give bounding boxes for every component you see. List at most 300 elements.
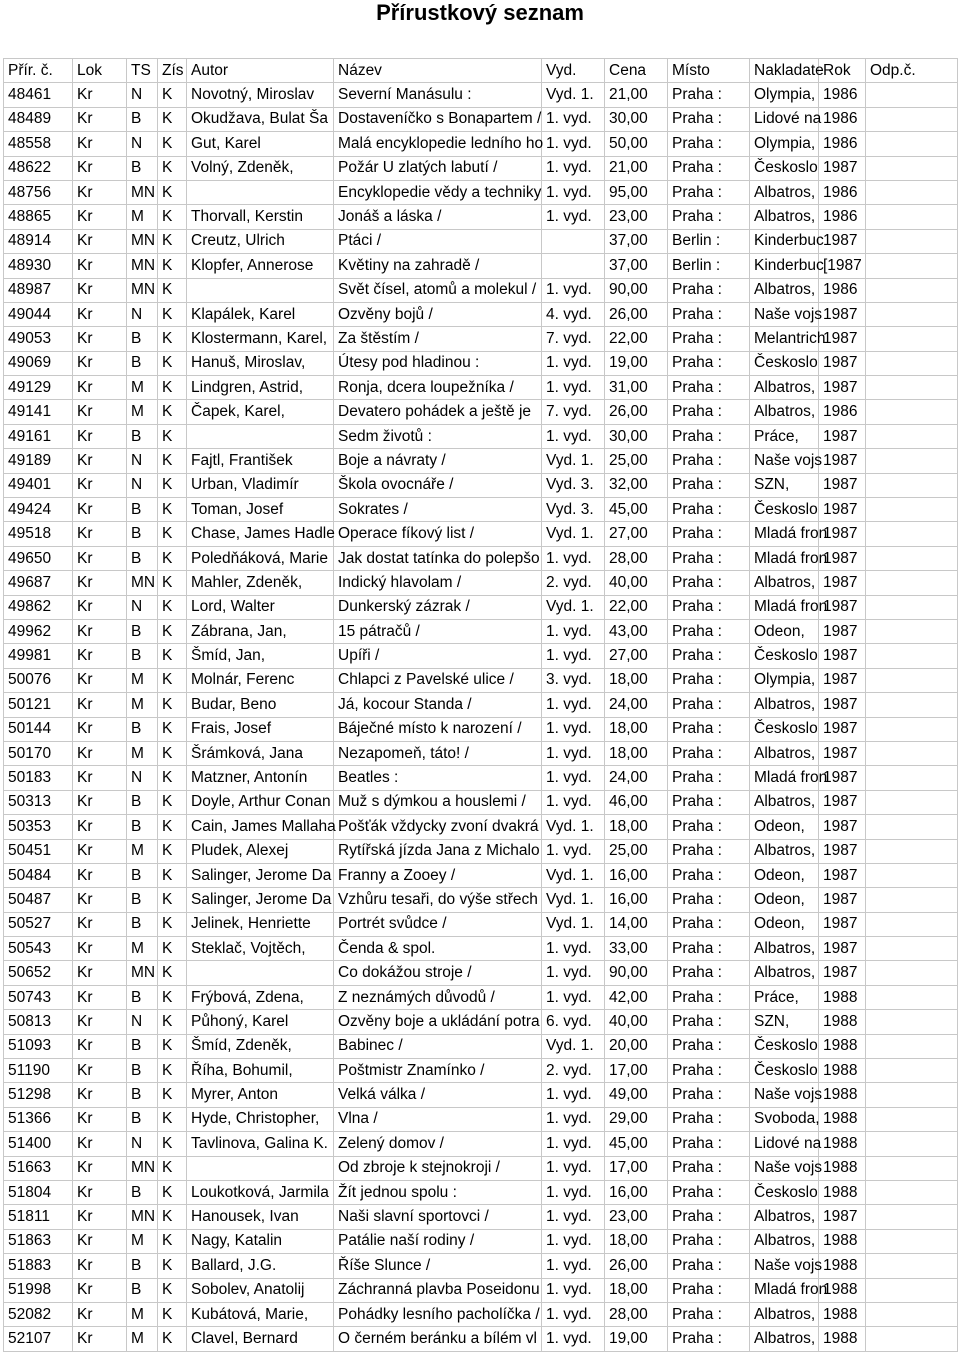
cell-year: 1987 <box>819 302 866 326</box>
cell-year: 1987 <box>819 693 866 717</box>
cell-book-title: Báječné místo k narození / <box>334 717 542 741</box>
cell-location: Kr <box>73 229 127 253</box>
cell-book-title: Co dokážou stroje / <box>334 961 542 985</box>
cell-location: Kr <box>73 327 127 351</box>
cell-publisher: Českoslo <box>750 1180 819 1204</box>
cell-location: Kr <box>73 815 127 839</box>
cell-publisher: Svoboda, <box>750 1107 819 1131</box>
cell-author: Cain, James Mallaha <box>187 815 334 839</box>
cell-acquisition: K <box>158 766 187 790</box>
cell-type: B <box>127 546 158 570</box>
cell-acquisition: K <box>158 327 187 351</box>
cell-edition: Vyd. 1. <box>542 815 605 839</box>
cell-place: Praha : <box>668 180 750 204</box>
cell-acquisition: K <box>158 254 187 278</box>
cell-withdrawal-number <box>866 1156 958 1180</box>
cell-location: Kr <box>73 937 127 961</box>
header-row <box>4 59 958 83</box>
cell-type: N <box>127 1010 158 1034</box>
cell-place: Praha : <box>668 815 750 839</box>
cell-location: Kr <box>73 424 127 448</box>
column-header-publisher: Nakladate <box>750 59 819 83</box>
cell-acquisition: K <box>158 1302 187 1326</box>
cell-place: Praha : <box>668 205 750 229</box>
cell-place: Praha : <box>668 961 750 985</box>
table-row <box>4 961 958 985</box>
cell-book-title: Chlapci z Pavelské ulice / <box>334 668 542 692</box>
cell-book-title: Z neznámých důvodů / <box>334 985 542 1009</box>
cell-type: M <box>127 668 158 692</box>
cell-withdrawal-number <box>866 473 958 497</box>
cell-publisher: Olympia, <box>750 668 819 692</box>
cell-edition: 1. vyd. <box>542 205 605 229</box>
cell-edition: 7. vyd. <box>542 400 605 424</box>
cell-year: 1987 <box>819 595 866 619</box>
cell-price: 37,00 <box>605 254 668 278</box>
cell-location: Kr <box>73 741 127 765</box>
cell-price: 37,00 <box>605 229 668 253</box>
cell-accession-number: 49401 <box>4 473 73 497</box>
cell-edition: 3. vyd. <box>542 668 605 692</box>
cell-place: Praha : <box>668 1302 750 1326</box>
cell-type: M <box>127 937 158 961</box>
cell-type: M <box>127 1302 158 1326</box>
cell-acquisition: K <box>158 1205 187 1229</box>
cell-author: Frais, Josef <box>187 717 334 741</box>
cell-type: MN <box>127 180 158 204</box>
table-row <box>4 205 958 229</box>
cell-location: Kr <box>73 1083 127 1107</box>
cell-type: MN <box>127 254 158 278</box>
cell-accession-number: 51883 <box>4 1254 73 1278</box>
cell-type: B <box>127 498 158 522</box>
cell-price: 45,00 <box>605 1132 668 1156</box>
cell-author: Tavlinova, Galina K. <box>187 1132 334 1156</box>
cell-accession-number: 48987 <box>4 278 73 302</box>
cell-author: Okudžava, Bulat Ša <box>187 107 334 131</box>
cell-year: 1987 <box>819 961 866 985</box>
table-row <box>4 1010 958 1034</box>
cell-book-title: Malá encyklopedie ledního ho <box>334 132 542 156</box>
cell-book-title: Svět čísel, atomů a molekul / <box>334 278 542 302</box>
cell-type: B <box>127 1083 158 1107</box>
cell-year: 1987 <box>819 717 866 741</box>
cell-withdrawal-number <box>866 668 958 692</box>
cell-book-title: Jak dostat tatínka do polepšo <box>334 546 542 570</box>
cell-location: Kr <box>73 668 127 692</box>
cell-price: 45,00 <box>605 498 668 522</box>
cell-author: Volný, Zdeněk, <box>187 156 334 180</box>
cell-edition: 1. vyd. <box>542 937 605 961</box>
cell-place: Praha : <box>668 83 750 107</box>
cell-accession-number: 49650 <box>4 546 73 570</box>
cell-edition <box>542 254 605 278</box>
cell-location: Kr <box>73 1156 127 1180</box>
cell-author: Ballard, J.G. <box>187 1254 334 1278</box>
cell-location: Kr <box>73 132 127 156</box>
cell-withdrawal-number <box>866 839 958 863</box>
cell-author: Půhoný, Karel <box>187 1010 334 1034</box>
cell-acquisition: K <box>158 180 187 204</box>
cell-edition: 1. vyd. <box>542 351 605 375</box>
cell-price: 19,00 <box>605 351 668 375</box>
cell-acquisition: K <box>158 595 187 619</box>
cell-type: N <box>127 766 158 790</box>
cell-year: 1987 <box>819 912 866 936</box>
cell-type: B <box>127 790 158 814</box>
cell-book-title: Zelený domov / <box>334 1132 542 1156</box>
table-row <box>4 619 958 643</box>
cell-location: Kr <box>73 863 127 887</box>
cell-place: Praha : <box>668 693 750 717</box>
cell-year: 1986 <box>819 180 866 204</box>
cell-acquisition: K <box>158 449 187 473</box>
cell-author: Pludek, Alexej <box>187 839 334 863</box>
cell-acquisition: K <box>158 132 187 156</box>
cell-type: M <box>127 1327 158 1351</box>
cell-publisher: Olympia, <box>750 132 819 156</box>
cell-book-title: Ozvěny bojů / <box>334 302 542 326</box>
cell-place: Praha : <box>668 644 750 668</box>
table-row <box>4 1229 958 1253</box>
cell-location: Kr <box>73 1107 127 1131</box>
cell-edition <box>542 229 605 253</box>
table-row <box>4 1034 958 1058</box>
cell-place: Praha : <box>668 1229 750 1253</box>
cell-type: M <box>127 376 158 400</box>
table-row <box>4 107 958 131</box>
cell-edition: 1. vyd. <box>542 156 605 180</box>
cell-publisher: Albatros, <box>750 937 819 961</box>
cell-book-title: Muž s dýmkou a houslemi / <box>334 790 542 814</box>
cell-acquisition: K <box>158 693 187 717</box>
cell-price: 22,00 <box>605 595 668 619</box>
cell-book-title: Ptáci / <box>334 229 542 253</box>
cell-publisher: Práce, <box>750 424 819 448</box>
cell-book-title: Já, kocour Standa / <box>334 693 542 717</box>
cell-edition: 2. vyd. <box>542 571 605 595</box>
cell-year: 1987 <box>819 790 866 814</box>
cell-author: Zábrana, Jan, <box>187 619 334 643</box>
cell-year: 1988 <box>819 1302 866 1326</box>
cell-withdrawal-number <box>866 815 958 839</box>
table-row <box>4 766 958 790</box>
cell-type: B <box>127 1180 158 1204</box>
cell-place: Praha : <box>668 351 750 375</box>
cell-acquisition: K <box>158 400 187 424</box>
cell-acquisition: K <box>158 424 187 448</box>
cell-accession-number: 50121 <box>4 693 73 717</box>
cell-price: 28,00 <box>605 546 668 570</box>
cell-place: Berlin : <box>668 254 750 278</box>
cell-year: 1986 <box>819 83 866 107</box>
cell-author: Klostermann, Karel, <box>187 327 334 351</box>
cell-location: Kr <box>73 1278 127 1302</box>
cell-accession-number: 51298 <box>4 1083 73 1107</box>
cell-book-title: Beatles : <box>334 766 542 790</box>
cell-price: 17,00 <box>605 1059 668 1083</box>
cell-year: 1987 <box>819 571 866 595</box>
cell-place: Praha : <box>668 546 750 570</box>
cell-year: 1988 <box>819 985 866 1009</box>
cell-publisher: Albatros, <box>750 693 819 717</box>
cell-price: 40,00 <box>605 571 668 595</box>
cell-edition: 1. vyd. <box>542 619 605 643</box>
cell-acquisition: K <box>158 815 187 839</box>
cell-book-title: Říše Slunce / <box>334 1254 542 1278</box>
cell-acquisition: K <box>158 790 187 814</box>
cell-price: 29,00 <box>605 1107 668 1131</box>
cell-type: MN <box>127 1205 158 1229</box>
cell-author: Thorvall, Kerstin <box>187 205 334 229</box>
cell-edition: Vyd. 1. <box>542 912 605 936</box>
table-row <box>4 351 958 375</box>
column-header-location: Lok <box>73 59 127 83</box>
cell-withdrawal-number <box>866 1278 958 1302</box>
cell-book-title: Velká válka / <box>334 1083 542 1107</box>
cell-publisher: Práce, <box>750 985 819 1009</box>
cell-year: 1988 <box>819 1010 866 1034</box>
cell-place: Praha : <box>668 839 750 863</box>
table-row <box>4 400 958 424</box>
cell-author: Salinger, Jerome Da <box>187 888 334 912</box>
cell-place: Praha : <box>668 302 750 326</box>
cell-book-title: Nezapomeň, táto! / <box>334 741 542 765</box>
cell-publisher: Českoslo <box>750 351 819 375</box>
cell-price: 24,00 <box>605 693 668 717</box>
cell-author: Poledňáková, Marie <box>187 546 334 570</box>
table-row <box>4 254 958 278</box>
cell-year: 1987 <box>819 1205 866 1229</box>
cell-year: 1987 <box>819 766 866 790</box>
cell-book-title: Devatero pohádek a ještě je <box>334 400 542 424</box>
cell-publisher: Albatros, <box>750 571 819 595</box>
cell-location: Kr <box>73 1302 127 1326</box>
cell-price: 24,00 <box>605 766 668 790</box>
cell-publisher: Odeon, <box>750 912 819 936</box>
cell-withdrawal-number <box>866 1034 958 1058</box>
cell-location: Kr <box>73 717 127 741</box>
cell-publisher: Albatros, <box>750 839 819 863</box>
cell-edition: Vyd. 1. <box>542 522 605 546</box>
cell-accession-number: 50813 <box>4 1010 73 1034</box>
cell-withdrawal-number <box>866 254 958 278</box>
cell-withdrawal-number <box>866 1254 958 1278</box>
cell-accession-number: 50652 <box>4 961 73 985</box>
cell-accession-number: 50353 <box>4 815 73 839</box>
table-row <box>4 156 958 180</box>
cell-year: 1987 <box>819 473 866 497</box>
cell-withdrawal-number <box>866 302 958 326</box>
cell-publisher: Mladá fron <box>750 1278 819 1302</box>
cell-place: Praha : <box>668 400 750 424</box>
cell-acquisition: K <box>158 985 187 1009</box>
cell-place: Praha : <box>668 985 750 1009</box>
cell-acquisition: K <box>158 546 187 570</box>
cell-year: 1988 <box>819 1156 866 1180</box>
cell-type: M <box>127 400 158 424</box>
cell-withdrawal-number <box>866 644 958 668</box>
cell-place: Praha : <box>668 937 750 961</box>
cell-type: N <box>127 132 158 156</box>
table-row <box>4 546 958 570</box>
table-row <box>4 644 958 668</box>
cell-accession-number: 51811 <box>4 1205 73 1229</box>
cell-price: 14,00 <box>605 912 668 936</box>
cell-book-title: 15 pátračů / <box>334 619 542 643</box>
cell-type: B <box>127 424 158 448</box>
cell-edition: 1. vyd. <box>542 1107 605 1131</box>
cell-year: 1987 <box>819 229 866 253</box>
cell-author: Jelinek, Henriette <box>187 912 334 936</box>
cell-price: 20,00 <box>605 1034 668 1058</box>
cell-edition: 1. vyd. <box>542 644 605 668</box>
cell-publisher: Českoslo <box>750 717 819 741</box>
cell-place: Praha : <box>668 619 750 643</box>
cell-acquisition: K <box>158 668 187 692</box>
cell-price: 16,00 <box>605 863 668 887</box>
cell-withdrawal-number <box>866 1180 958 1204</box>
cell-author: Clavel, Bernard <box>187 1327 334 1351</box>
cell-year: 1987 <box>819 815 866 839</box>
cell-withdrawal-number <box>866 595 958 619</box>
cell-type: M <box>127 839 158 863</box>
cell-acquisition: K <box>158 741 187 765</box>
cell-year: 1987 <box>819 741 866 765</box>
table-row <box>4 1205 958 1229</box>
cell-year: 1988 <box>819 1107 866 1131</box>
table-row <box>4 985 958 1009</box>
cell-publisher: Odeon, <box>750 619 819 643</box>
cell-year: 1988 <box>819 1278 866 1302</box>
cell-acquisition: K <box>158 83 187 107</box>
cell-price: 18,00 <box>605 741 668 765</box>
cell-edition: 1. vyd. <box>542 1254 605 1278</box>
cell-location: Kr <box>73 1229 127 1253</box>
cell-acquisition: K <box>158 1132 187 1156</box>
cell-withdrawal-number <box>866 327 958 351</box>
cell-author: Šmíd, Jan, <box>187 644 334 668</box>
table-row <box>4 376 958 400</box>
cell-acquisition: K <box>158 839 187 863</box>
cell-type: M <box>127 1229 158 1253</box>
cell-location: Kr <box>73 522 127 546</box>
cell-withdrawal-number <box>866 156 958 180</box>
cell-year: 1987 <box>819 668 866 692</box>
cell-location: Kr <box>73 180 127 204</box>
cell-accession-number: 49962 <box>4 619 73 643</box>
cell-edition: 1. vyd. <box>542 132 605 156</box>
cell-edition: 1. vyd. <box>542 766 605 790</box>
cell-price: 17,00 <box>605 1156 668 1180</box>
cell-place: Praha : <box>668 668 750 692</box>
cell-publisher: Albatros, <box>750 961 819 985</box>
cell-acquisition: K <box>158 376 187 400</box>
cell-year: 1987 <box>819 376 866 400</box>
cell-place: Praha : <box>668 595 750 619</box>
cell-accession-number: 51093 <box>4 1034 73 1058</box>
cell-author: Čapek, Karel, <box>187 400 334 424</box>
cell-edition: 1. vyd. <box>542 1302 605 1326</box>
cell-acquisition: K <box>158 1107 187 1131</box>
cell-place: Praha : <box>668 327 750 351</box>
cell-book-title: Naši slavní sportovci / <box>334 1205 542 1229</box>
table-row <box>4 229 958 253</box>
cell-book-title: Dostaveníčko s Bonapartem / <box>334 107 542 131</box>
cell-author: Toman, Josef <box>187 498 334 522</box>
cell-place: Praha : <box>668 1083 750 1107</box>
cell-withdrawal-number <box>866 937 958 961</box>
cell-price: 23,00 <box>605 1205 668 1229</box>
cell-year: 1987 <box>819 424 866 448</box>
cell-edition: 1. vyd. <box>542 985 605 1009</box>
table-row <box>4 424 958 448</box>
cell-book-title: Severní Manásulu : <box>334 83 542 107</box>
cell-accession-number: 49069 <box>4 351 73 375</box>
cell-withdrawal-number <box>866 498 958 522</box>
cell-accession-number: 50743 <box>4 985 73 1009</box>
cell-type: N <box>127 83 158 107</box>
cell-price: 26,00 <box>605 302 668 326</box>
cell-acquisition: K <box>158 205 187 229</box>
cell-location: Kr <box>73 449 127 473</box>
cell-edition: Vyd. 1. <box>542 863 605 887</box>
cell-location: Kr <box>73 619 127 643</box>
cell-publisher: Albatros, <box>750 1229 819 1253</box>
cell-type: B <box>127 985 158 1009</box>
cell-withdrawal-number <box>866 376 958 400</box>
column-header-type: TS <box>127 59 158 83</box>
cell-acquisition: K <box>158 1156 187 1180</box>
table-row <box>4 1156 958 1180</box>
cell-year: 1988 <box>819 1059 866 1083</box>
cell-location: Kr <box>73 302 127 326</box>
cell-price: 22,00 <box>605 327 668 351</box>
cell-author <box>187 278 334 302</box>
cell-location: Kr <box>73 1180 127 1204</box>
cell-type: B <box>127 888 158 912</box>
cell-year: 1987 <box>819 546 866 570</box>
cell-publisher: Lidové na <box>750 107 819 131</box>
cell-edition: 1. vyd. <box>542 693 605 717</box>
cell-withdrawal-number <box>866 1132 958 1156</box>
cell-author: Hanuš, Miroslav, <box>187 351 334 375</box>
cell-type: M <box>127 693 158 717</box>
cell-location: Kr <box>73 888 127 912</box>
column-header-edition: Vyd. <box>542 59 605 83</box>
cell-edition: 1. vyd. <box>542 180 605 204</box>
cell-location: Kr <box>73 693 127 717</box>
cell-type: MN <box>127 571 158 595</box>
cell-edition: Vyd. 3. <box>542 498 605 522</box>
cell-book-title: Operace fíkový list / <box>334 522 542 546</box>
cell-withdrawal-number <box>866 1327 958 1351</box>
cell-type: MN <box>127 961 158 985</box>
cell-author: Novotný, Miroslav <box>187 83 334 107</box>
cell-price: 43,00 <box>605 619 668 643</box>
cell-book-title: Jonáš a láska / <box>334 205 542 229</box>
cell-accession-number: 48865 <box>4 205 73 229</box>
cell-price: 49,00 <box>605 1083 668 1107</box>
cell-edition: 1. vyd. <box>542 839 605 863</box>
cell-acquisition: K <box>158 644 187 668</box>
cell-place: Praha : <box>668 424 750 448</box>
cell-book-title: Útesy pod hladinou : <box>334 351 542 375</box>
cell-type: B <box>127 522 158 546</box>
cell-acquisition: K <box>158 1327 187 1351</box>
cell-publisher: Albatros, <box>750 741 819 765</box>
cell-acquisition: K <box>158 937 187 961</box>
